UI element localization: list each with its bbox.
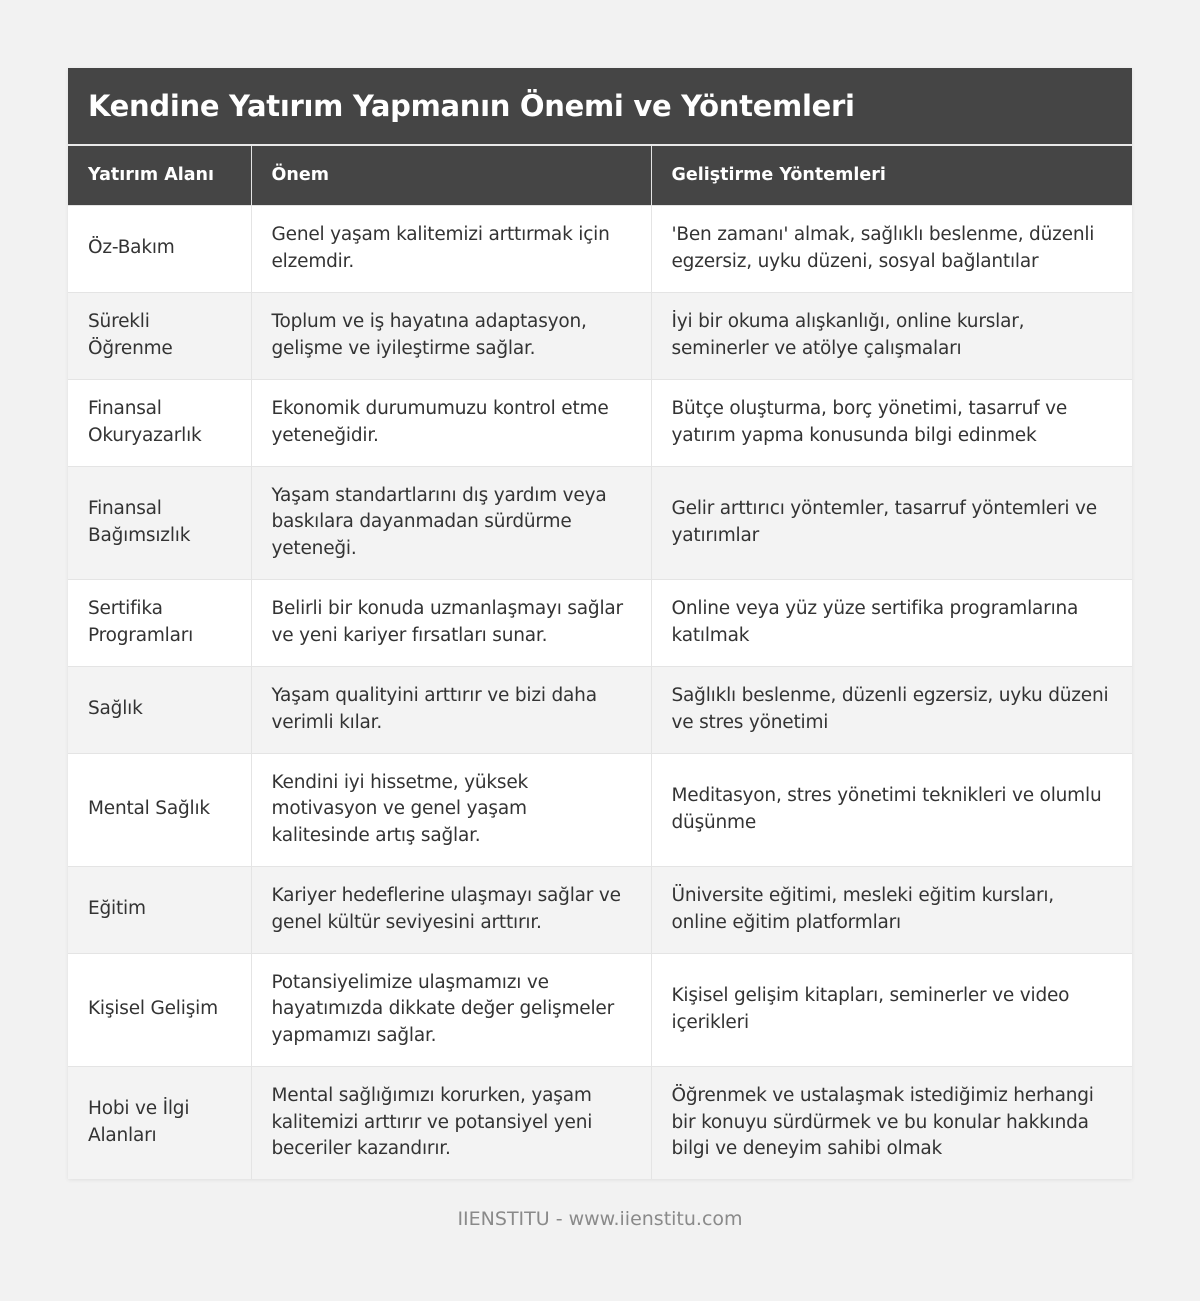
importance-cell: Toplum ve iş hayatına adaptasyon, gelişme ve iyileştirme sağlar. xyxy=(251,292,651,379)
table-row xyxy=(68,1066,1132,1179)
methods-cell: İyi bir okuma alışkanlığı, online kurslar, seminerler ve atölye çalışmaları xyxy=(651,292,1132,379)
methods-cell: Meditasyon, stres yönetimi teknikleri ve olumlu düşünme xyxy=(651,753,1132,866)
importance-cell: Mental sağlığımızı korurken, yaşam kalitemizi arttırır ve potansiyel yeni beceriler kazandırır. xyxy=(251,1066,651,1179)
table-row xyxy=(68,753,1132,866)
table-row xyxy=(68,579,1132,666)
table-card xyxy=(68,68,1132,1179)
table-row xyxy=(68,866,1132,953)
importance-cell: Yaşam qualityini arttırır ve bizi daha verimli kılar. xyxy=(251,666,651,753)
header-row xyxy=(68,145,1132,205)
area-cell: Finansal Okuryazarlık xyxy=(68,379,251,466)
area-cell: Sertifika Programları xyxy=(68,579,251,666)
importance-cell: Kariyer hedeflerine ulaşmayı sağlar ve genel kültür seviyesini arttırır. xyxy=(251,866,651,953)
methods-cell: Öğrenmek ve ustalaşmak istediğimiz herhangi bir konuyu sürdürmek ve bu konular hakkında bilgi ve deneyim sahibi olmak xyxy=(651,1066,1132,1179)
importance-cell: Yaşam standartlarını dış yardım veya baskılara dayanmadan sürdürme yeteneği. xyxy=(251,466,651,579)
methods-cell: Üniversite eğitimi, mesleki eğitim kursları, online eğitim platformları xyxy=(651,866,1132,953)
area-cell: Hobi ve İlgi Alanları xyxy=(68,1066,251,1179)
table-row xyxy=(68,292,1132,379)
methods-cell: Bütçe oluşturma, borç yönetimi, tasarruf ve yatırım yapma konusunda bilgi edinmek xyxy=(651,379,1132,466)
investment-table xyxy=(68,144,1132,1179)
column-header-importance: Önem xyxy=(251,145,651,205)
area-cell: Finansal Bağımsızlık xyxy=(68,466,251,579)
importance-cell: Kendini iyi hissetme, yüksek motivasyon ve genel yaşam kalitesinde artış sağlar. xyxy=(251,753,651,866)
table-title: Kendine Yatırım Yapmanın Önemi ve Yöntemleri xyxy=(68,68,1132,144)
area-cell: Kişisel Gelişim xyxy=(68,953,251,1066)
table-row xyxy=(68,205,1132,292)
table-row xyxy=(68,666,1132,753)
area-cell: Sürekli Öğrenme xyxy=(68,292,251,379)
area-cell: Mental Sağlık xyxy=(68,753,251,866)
column-header-area: Yatırım Alanı xyxy=(68,145,251,205)
footer-credit: IIENSTITU - www.iienstitu.com xyxy=(457,1208,743,1230)
importance-cell: Belirli bir konuda uzmanlaşmayı sağlar ve yeni kariyer fırsatları sunar. xyxy=(251,579,651,666)
table-row xyxy=(68,466,1132,579)
area-cell: Öz-Bakım xyxy=(68,205,251,292)
column-header-methods: Geliştirme Yöntemleri xyxy=(651,145,1132,205)
methods-cell: Online veya yüz yüze sertifika programlarına katılmak xyxy=(651,579,1132,666)
methods-cell: 'Ben zamanı' almak, sağlıklı beslenme, düzenli egzersiz, uyku düzeni, sosyal bağlantılar xyxy=(651,205,1132,292)
methods-cell: Sağlıklı beslenme, düzenli egzersiz, uyku düzeni ve stres yönetimi xyxy=(651,666,1132,753)
table-row xyxy=(68,379,1132,466)
importance-cell: Potansiyelimize ulaşmamızı ve hayatımızda dikkate değer gelişmeler yapmamızı sağlar. xyxy=(251,953,651,1066)
area-cell: Sağlık xyxy=(68,666,251,753)
methods-cell: Kişisel gelişim kitapları, seminerler ve video içerikleri xyxy=(651,953,1132,1066)
importance-cell: Genel yaşam kalitemizi arttırmak için elzemdir. xyxy=(251,205,651,292)
methods-cell: Gelir arttırıcı yöntemler, tasarruf yöntemleri ve yatırımlar xyxy=(651,466,1132,579)
area-cell: Eğitim xyxy=(68,866,251,953)
importance-cell: Ekonomik durumumuzu kontrol etme yeteneğidir. xyxy=(251,379,651,466)
table-row xyxy=(68,953,1132,1066)
